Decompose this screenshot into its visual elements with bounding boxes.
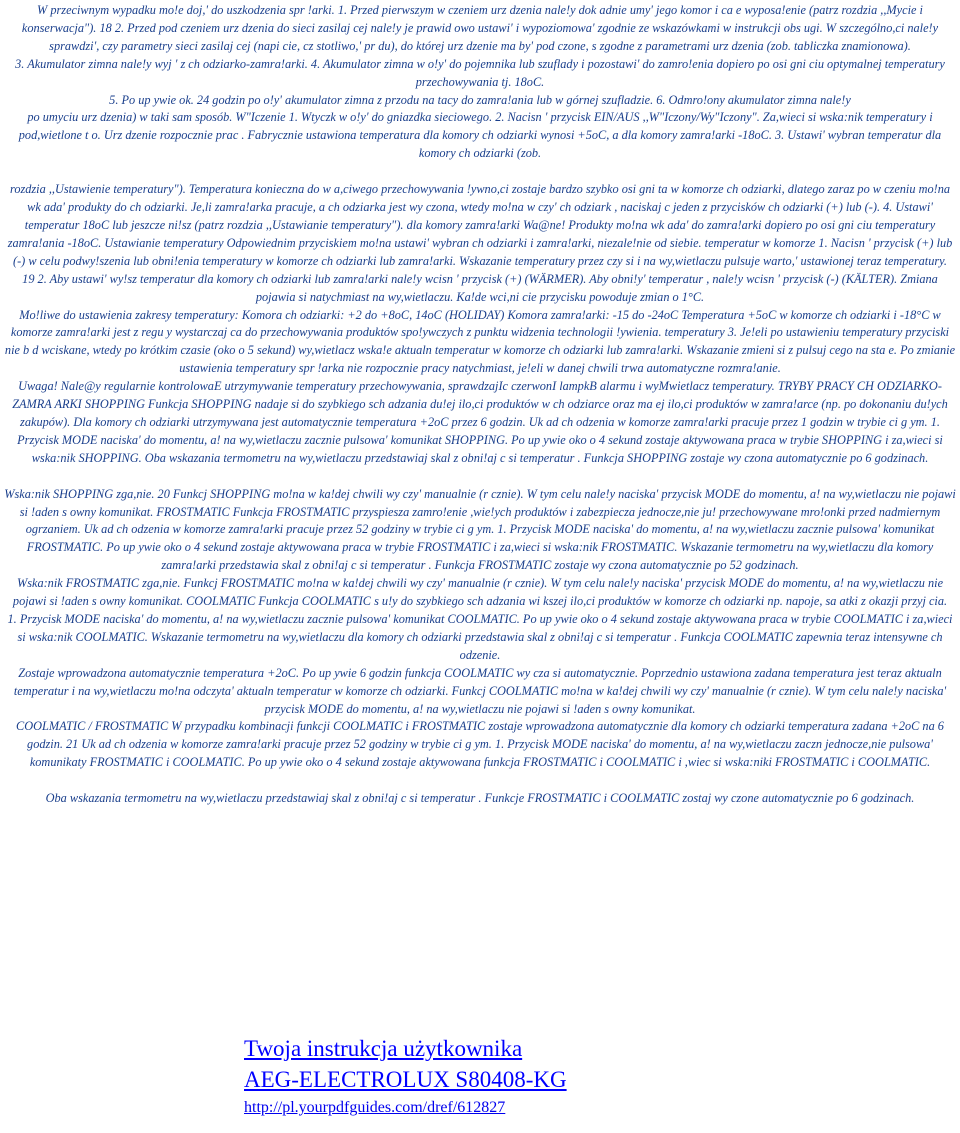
paragraph-frostmatic: Wska:nik SHOPPING zga,nie. 20 Funkcj SHOPPING mo!na w ka!dej chwili wy czy' manualnie (r cznie). W tym celu nale!y naciska' przycisk MODE do momentu, a! na wy,wietlaczu nie pojawi si !aden s owny komunikat. FROSTMATIC Funkcja FROSTMATIC przyspiesza zamro!enie ,wie!ych produktów i zabezpiecza jednocze,nie ju! przechowywane mro!onki przed nadmiernym ogrzaniem. Uk ad ch odzenia w komorze zamra!arki pracuje przez 52 godziny w trybie ci g ym. 1. Przycisk MODE naciska' do momentu, a! na wy,wietlaczu zacznie pulsowa' komunikat FROSTMATIC. Po up ywie oko o 4 sekund zostaje aktywowana praca w trybie FROSTMATIC i za,wieci si wska:nik FROSTMATIC. Wskazanie termometru na wy,wietlaczu dla komory zamra!arki przedstawia skal z obni!aj c si temperatur . Funkcja FROSTMATIC zostaje wy czona automatycznie po 52 godzinach. [4, 486, 956, 573]
manual-title-link[interactable]: Twoja instrukcja użytkownika [244, 1036, 523, 1061]
paragraph-combination: COOLMATIC / FROSTMATIC W przypadku kombinacji funkcji COOLMATIC i FROSTMATIC zostaje wprowadzona automatycznie dla komory ch odziarki temperatura zadana +2oC na 6 godzin. 21 Uk ad ch odzenia w komorze zamra!arki pracuje przez 52 godziny w trybie ci g ym. 1. Przycisk MODE naciska' do momentu, a! na wy,wietlaczu zaczn jednocze,nie pulsowa' komunikaty FROSTMATIC i COOLMATIC. Po up ywie oko o 4 sekund zostaje aktywowana funkcja FROSTMATIC i COOLMATIC i ,wiec si wska:niki FROSTMATIC i COOLMATIC. [16, 719, 944, 770]
paragraph-cold-pack-2: 5. Po up ywie ok. 24 godzin po o!y' akumulator zimna z przodu na tacy do zamra!ania lub w górnej szufladzie. 6. Odmro!ony akumulator zimna nale!y [109, 92, 851, 107]
paragraph-gap [4, 468, 956, 486]
manual-text-body [4, 2, 956, 808]
paragraph-temperature-ranges: Mo!liwe do ustawienia zakresy temperatury: Komora ch odziarki: +2 do +8oC, 14oC (HOLIDAY) Komora zamra!arki: -15 do -24oC Temperatura +5oC w komorze ch odziarki i -18°C w komorze zamra!arki jest z regu y wystarczaj ca do przechowywania produktów spo!ywczych z punktu widzenia technologii !ywienia. temperatury 3. Je!eli po ustawieniu temperatury przyciski nie b d wciskane, wtedy po krótkim czasie (oko o 5 sekund) wy,wietlacz wska!e aktualn temperatur w komorze ch odziarki lub zamra!arki. Wskazanie zmieni si z pulsuj cego na sta e. Po zmianie ustawienia temperatury spr !arka nie rozpocznie pracy natychmiast, je!eli w danej chwili trwa automatyczne rozmra!anie. [4, 307, 956, 376]
paragraph-coolmatic: Wska:nik FROSTMATIC zga,nie. Funkcj FROSTMATIC mo!na w ka!dej chwili wy czy' manualnie (r cznie). W tym celu nale!y naciska' przycisk MODE do momentu, a! na wy,wietlaczu nie pojawi si !aden s owny komunikat. COOLMATIC Funkcja COOLMATIC s u!y do szybkiego sch adzania wi kszej ilo,ci produktów w komorze ch odziarki np. napoje, sa atki z okazji przyj cia. [12, 576, 948, 609]
paragraph-combination-end: Oba wskazania termometru na wy,wietlaczu przedstawiaj skal z obni!aj c si temperatur . Funkcje FROSTMATIC i COOLMATIC zostaj wy czone automatycznie po 6 godzinach. [45, 791, 915, 806]
paragraph-cold-pack-1: 3. Akumulator zimna nale!y wyj ' z ch odziarko-zamra!arki. 4. Akumulator zimna w o!y' do pojemnika lub szuflady i pozostawi' do zamro!enia dopiero po osi gni ciu optymalnej temperatury przechowywania tj. 18oC. [15, 56, 945, 89]
paragraph-gap [4, 163, 956, 181]
paragraph-temperature-buttons: 19 2. Aby ustawi' wy!sz temperatur dla komory ch odziarki lub zamra!arki nale!y wcisn ' przycisk (+) (WÄRMER). Aby obni!y' temperatur , nale!y wcisn ' przycisk (-) (KÄLTER). Zmiana pojawia si natychmiast na wy,wietlaczu. Ka!de wci,ni cie przycisku powoduje zmian o 1°C. [22, 271, 938, 304]
paragraph-switch-on: po umyciu urz dzenia) w taki sam sposób. W"Iczenie 1. Wtyczk w o!y' do gniazdka sieciowego. 2. Nacisn ' przycisk EIN/AUS ,,W"Iczony/Wy"Iczony". Za,wieci si wska:nik temperatury i pod,wietlone t o. Urz dzenie rozpocznie prac . Fabrycznie ustawiona temperatura dla komory ch odziarki wynosi +5oC, a dla komory zamra!arki -18oC. 3. Ustawi' wybran temperatur dla komory ch odziarki (zob. [18, 110, 942, 161]
paragraph-coolmatic-auto: Zostaje wprowadzona automatycznie temperatura +2oC. Po up ywie 6 godzin funkcja COOLMATIC wy cza si automatycznie. Poprzednio ustawiona zadana temperatura jest teraz aktualn temperatur i na wy,wietlaczu mo!na odczyta' aktualn temperatur w komorze ch odziarki. Funkcj COOLMATIC mo!na w ka!dej chwili wy czy' manualnie (r cznie). W tym celu nale!y naciska' przycisk MODE do momentu, a! na wy,wietlaczu nie pojawi si !aden s owny komunikat. [13, 665, 947, 716]
model-title-link[interactable]: AEG-ELECTROLUX S80408-KG [244, 1067, 567, 1092]
paragraph-coolmatic-steps: 1. Przycisk MODE naciska' do momentu, a! na wy,wietlaczu zacznie pulsowa' komunikat COOLMATIC. Po up ywie oko o 4 sekund zostaje aktywowana praca w trybie COOLMATIC i za,wieci si wska:nik COOLMATIC. Wskazanie termometru na wy,wietlaczu dla komory ch odziarki przedstawia skal z obni!aj c si temperatur . Funkcja COOLMATIC zapewnia teraz intensywne ch odzenie. [7, 612, 953, 662]
footer-links [244, 1034, 567, 1120]
paragraph-temperature: rozdzia ,,Ustawienie temperatury"). Temperatura konieczna do w a,ciwego przechowywania !ywno,ci zostaje bardzo szybko osi gni ta w komorze ch odziarki, dlatego zaraz po w czeniu mo!na wk ada' produkty do ch odziarki. Je,li zamra!arka pracuje, a ch odziarka jest wy czona, wtedy mo!na w czy' ch odziark , naciskaj c jeden z przycisków ch odziarki (+) lub (-). 4. Ustawi' temperatur 18oC lub jeszcze ni!sz (patrz rozdzia ,,Ustawianie temperatury"). dla komory zamra!arki Wa@ne! Produkty mo!na wk ada' do zamra!arki dopiero po osi gni ciu temperatury zamra!ania -18oC. Ustawianie temperatury Odpowiednim przyciskiem mo!na ustawi' wybran ch odziarki i zamra!arki, niezale!nie od siebie. temperatur w komorze 1. Nacisn ' przycisk (+) lub (-) w celu podwy!szenia lub obni!enia temperatury w komorze ch odziarki lub zamra!arki. Wskazanie temperatury przez czy si i na wy,wietlaczu pulsuje warto,' ustawionej teraz temperatury. [7, 182, 953, 268]
paragraph-setup: W przeciwnym wypadku mo!e doj,' do uszkodzenia spr !arki. 1. Przed pierwszym w czeniem urz dzenia nale!y dok adnie umy' jego komor i ca e wyposa!enie (patrz rozdzia ,,Mycie i konserwacja"). 18 2. Przed pod czeniem urz dzenia do sieci zasilaj cej nale!y je prawid owo ustawi' i wypoziomowa' zgodnie ze wskazówkami w instrukcji obs ugi. W szczególno,ci nale!y sprawdzi', czy parametry sieci zasilaj cej (napi cie, cz stotliwo,' pr du), do której urz dzenie ma by' pod czone, s zgodne z parametrami urz dzenia (zob. tabliczka znamionowa). [21, 3, 939, 53]
source-url-link[interactable]: http://pl.yourpdfguides.com/dref/612827 [244, 1099, 506, 1116]
paragraph-gap [4, 772, 956, 790]
paragraph-shopping: Uwaga! Nale@y regularnie kontrolowaE utrzymywanie temperatury przechowywania, sprawdzajIc czerwonI lampkB alarmu i wyMwietlacz temperatury. TRYBY PRACY CH ODZIARKO-ZAMRA ARKI SHOPPING Funkcja SHOPPING nadaje si do szybkiego sch adzania du!ej ilo,ci produktów w ch odziarce oraz ma ej ilo,ci produktów w zamra!arce (np. po dokonaniu du!ych zakupów). Dla komory ch odziarki utrzymywana jest automatycznie temperatura +2oC przez 6 godzin. Uk ad ch odzenia w komorze zamra!arki pracuje przez 1 godzin w trybie ci g ym. 1. Przycisk MODE naciska' do momentu, a! na wy,wietlaczu zacznie pulsowa' komunikat SHOPPING. Po up ywie oko o 4 sekund zostaje aktywowana praca w trybie SHOPPING i za,wieci si wska:nik SHOPPING. Oba wskazania termometru na wy,wietlaczu przedstawiaj skal z obni!aj c si temperatur . Funkcja SHOPPING zostaje wy czona automatycznie po 6 godzinach. [12, 379, 948, 465]
